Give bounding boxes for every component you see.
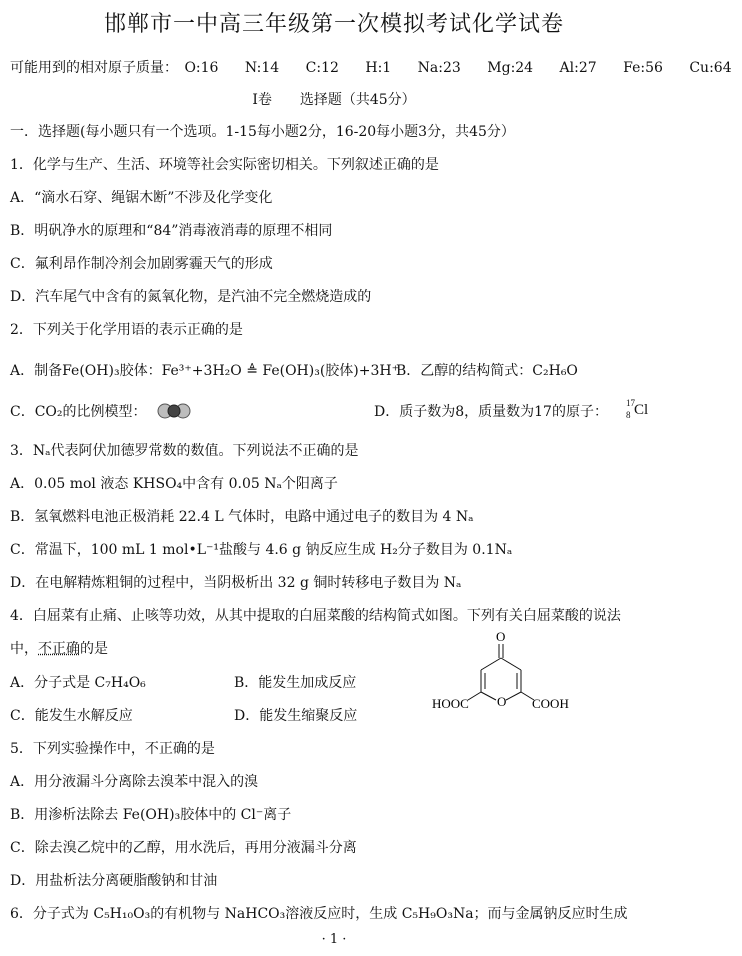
instructions: 一．选择题(每小题只有一个选项。1-15每小题2分，16-20每小题3分，共45分）	[10, 124, 515, 140]
isotope-atomic-number: 8	[626, 410, 631, 420]
q4-stem-line1: 4．白屈菜有止痛、止咳等功效，从其中提取的白屈菜酸的结构简式如图。下列有关白屈菜酸的说法	[10, 608, 621, 624]
structure-left-group: HOOC	[432, 696, 469, 711]
q2-option-b: B．乙醇的结构简式：C₂H₆O	[396, 363, 578, 379]
mass-h: H:1	[365, 60, 392, 76]
q1-option-d: D．汽车尾气中含有的氮氧化物，是汽油不完全燃烧造成的	[10, 289, 372, 305]
q3-option-d: D．在电解精炼粗铜的过程中，当阴极析出 32 g 铜时转移电子数目为 Nₐ	[10, 575, 462, 591]
q4-stem-line2	[10, 639, 108, 659]
q2-option-d: D．质子数为8，质量数为17的原子：	[374, 404, 608, 420]
mass-c: C:12	[305, 60, 339, 76]
q3-option-a: A．0.05 mol 液态 KHSO₄中含有 0.05 Nₐ个阳离子	[10, 476, 338, 492]
mass-na: Na:23	[417, 60, 461, 76]
q4-stem-suffix: 的是	[80, 641, 108, 657]
isotope-mass-number: 17	[626, 398, 635, 408]
mass-fe: Fe:56	[623, 60, 663, 76]
mass-o: O:16	[184, 60, 219, 76]
q2-stem: 2．下列关于化学用语的表示正确的是	[10, 322, 243, 338]
page-number: · 1 ·	[321, 932, 347, 947]
q4-stem-prefix: 中，	[10, 641, 38, 657]
q2-option-c: C．CO₂的比例模型：	[10, 404, 147, 420]
mass-al: Al:27	[559, 60, 597, 76]
q4-option-c: C．能发生水解反应	[10, 708, 133, 724]
q1-stem: 1．化学与生产、生活、环境等社会实际密切相关。下列叙述正确的是	[10, 157, 439, 173]
q4-option-b: B．能发生加成反应	[234, 675, 357, 691]
q2-option-a: A．制备Fe(OH)₃胶体：Fe³⁺+3H₂O ≜ Fe(OH)₃(胶体)+3H⁺	[10, 363, 399, 379]
structure-ring-oxygen: O	[497, 694, 507, 709]
exam-title: 邯郸市一中高三年级第一次模拟考试化学试卷	[103, 12, 564, 37]
q5-option-a: A．用分液漏斗分离除去溴苯中混入的溴	[10, 774, 259, 790]
q3-option-b: B．氢氧燃料电池正极消耗 22.4 L 气体时，电路中通过电子的数目为 4 Nₐ	[10, 509, 474, 525]
mass-n: N:14	[244, 60, 280, 76]
q1-option-c: C．氟利昂作制冷剂会加剧雾霾天气的形成	[10, 256, 273, 272]
q4-option-a: A．分子式是 C₇H₄O₆	[10, 675, 146, 691]
q1-option-b: B．明矾净水的原理和“84”消毒液消毒的原理不相同	[10, 223, 333, 239]
mass-mg: Mg:24	[487, 60, 534, 76]
q1-option-a: A．“滴水石穿、绳锯木断”不涉及化学变化	[10, 190, 273, 206]
co2-space-filling-model	[156, 402, 192, 420]
q4-stem-emphasis: 不正确	[38, 641, 80, 657]
section-header: Ⅰ卷 选择题（共45分）	[252, 92, 416, 108]
isotope-symbol: Cl	[634, 402, 649, 418]
q4-option-d: D．能发生缩聚反应	[234, 708, 358, 724]
q6-stem: 6．分子式为 C₅H₁₀O₃的有机物与 NaHCO₃溶液反应时，生成 C₅H₉O₃Na；而与金属钠反应时生成	[10, 906, 628, 922]
q3-option-c: C．常温下，100 mL 1 mol•L⁻¹盐酸与 4.6 g 钠反应生成 H₂分子数目为 0.1Nₐ	[10, 542, 513, 558]
q5-stem: 5．下列实验操作中，不正确的是	[10, 741, 215, 757]
atomic-masses-label: 可能用到的相对原子质量：	[10, 60, 178, 76]
mass-cu: Cu:64	[689, 60, 732, 76]
q5-option-b: B．用渗析法除去 Fe(OH)₃胶体中的 Cl⁻离子	[10, 807, 292, 823]
structure-right-group: COOH	[532, 696, 569, 711]
isotope-notation	[624, 398, 654, 424]
q5-option-c: C．除去溴乙烷中的乙醇，用水洗后，再用分液漏斗分离	[10, 840, 357, 856]
q5-option-d: D．用盐析法分离硬脂酸钠和甘油	[10, 873, 218, 889]
structure-top-oxygen: O	[496, 629, 506, 644]
atomic-masses-line	[10, 58, 742, 78]
chelidonic-acid-structure	[426, 628, 576, 716]
q3-stem: 3．Nₐ代表阿伏加德罗常数的数值。下列说法不正确的是	[10, 443, 359, 459]
